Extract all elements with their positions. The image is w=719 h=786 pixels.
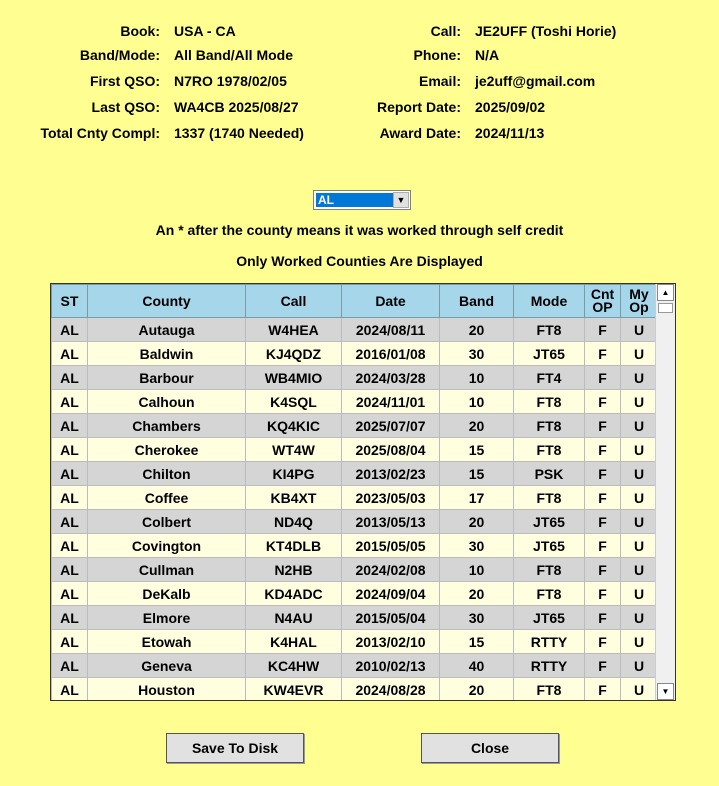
cell-my-op: U: [621, 534, 658, 558]
cell-my-op: U: [621, 390, 658, 414]
cell-call: K4SQL: [246, 390, 342, 414]
counties-grid: [51, 284, 658, 701]
table-row[interactable]: [52, 582, 658, 606]
cell-mode: JT65: [514, 606, 585, 630]
self-credit-note: An * after the county means it was worked through self credit: [155, 222, 564, 238]
col-header-county[interactable]: County: [88, 285, 246, 318]
report-info: [0, 20, 719, 150]
award-date-label: Award Date:: [379, 125, 461, 141]
cell-band: 30: [440, 534, 514, 558]
cell-date: 2024/03/28: [342, 366, 440, 390]
total-cnty-label: Total Cnty Compl:: [40, 125, 160, 141]
first-qso-label: First QSO:: [89, 73, 160, 89]
worked-only-note: Only Worked Counties Are Displayed: [236, 253, 483, 269]
cell-call: KD4ADC: [246, 582, 342, 606]
cell-st: AL: [52, 510, 88, 534]
cell-call: ND4Q: [246, 510, 342, 534]
cell-county: Calhoun: [88, 390, 246, 414]
cell-call: KQ4KIC: [246, 414, 342, 438]
cell-st: AL: [52, 654, 88, 678]
close-button[interactable]: Close: [421, 733, 559, 763]
cell-cnt-op: F: [585, 390, 621, 414]
cell-call: KJ4QDZ: [246, 342, 342, 366]
cell-date: 2024/11/01: [342, 390, 440, 414]
band-mode-label: Band/Mode:: [79, 47, 160, 63]
col-header-my-op[interactable]: My Op: [621, 285, 658, 318]
cell-mode: FT4: [514, 366, 585, 390]
cell-band: 15: [440, 438, 514, 462]
cell-mode: FT8: [514, 438, 585, 462]
cell-band: 20: [440, 582, 514, 606]
cell-call: WB4MIO: [246, 366, 342, 390]
cell-cnt-op: F: [585, 534, 621, 558]
report-date-label: Report Date:: [376, 99, 461, 115]
cell-band: 30: [440, 342, 514, 366]
cell-date: 2013/02/23: [342, 462, 440, 486]
cell-cnt-op: F: [585, 582, 621, 606]
cell-band: 40: [440, 654, 514, 678]
cell-cnt-op: F: [585, 606, 621, 630]
table-row[interactable]: [52, 534, 658, 558]
cell-county: Geneva: [88, 654, 246, 678]
scroll-down-icon[interactable]: ▼: [657, 683, 674, 700]
cell-band: 20: [440, 510, 514, 534]
scroll-thumb[interactable]: [658, 303, 673, 313]
cell-date: 2024/08/28: [342, 678, 440, 702]
cell-mode: JT65: [514, 510, 585, 534]
cell-call: KC4HW: [246, 654, 342, 678]
table-row[interactable]: [52, 462, 658, 486]
cell-mode: FT8: [514, 582, 585, 606]
col-header-call[interactable]: Call: [246, 285, 342, 318]
vertical-scrollbar[interactable]: [655, 284, 675, 700]
book-value: USA - CA: [174, 23, 236, 39]
table-row[interactable]: [52, 510, 658, 534]
cell-county: Cherokee: [88, 438, 246, 462]
cell-band: 30: [440, 606, 514, 630]
col-header-band[interactable]: Band: [440, 285, 514, 318]
cell-my-op: U: [621, 414, 658, 438]
cell-st: AL: [52, 366, 88, 390]
table-row[interactable]: [52, 390, 658, 414]
cell-mode: FT8: [514, 486, 585, 510]
cell-date: 2024/02/08: [342, 558, 440, 582]
cell-cnt-op: F: [585, 654, 621, 678]
cell-date: 2015/05/04: [342, 606, 440, 630]
state-dropdown[interactable]: [313, 190, 411, 210]
cell-st: AL: [52, 438, 88, 462]
counties-table[interactable]: [50, 283, 676, 701]
cell-county: Etowah: [88, 630, 246, 654]
cell-date: 2024/08/11: [342, 318, 440, 342]
cell-call: KB4XT: [246, 486, 342, 510]
cell-my-op: U: [621, 630, 658, 654]
cell-date: 2025/08/04: [342, 438, 440, 462]
cell-my-op: U: [621, 606, 658, 630]
award-date-value: 2024/11/13: [475, 125, 545, 141]
email-value: je2uff@gmail.com: [475, 73, 596, 89]
cell-mode: JT65: [514, 342, 585, 366]
phone-label: Phone:: [413, 47, 461, 63]
cell-mode: PSK: [514, 462, 585, 486]
scroll-up-icon[interactable]: ▲: [657, 284, 674, 301]
cell-county: Covington: [88, 534, 246, 558]
cell-st: AL: [52, 606, 88, 630]
cell-my-op: U: [621, 582, 658, 606]
cell-band: 10: [440, 366, 514, 390]
table-row[interactable]: [52, 486, 658, 510]
cell-county: Barbour: [88, 366, 246, 390]
cell-mode: RTTY: [514, 630, 585, 654]
cell-mode: FT8: [514, 414, 585, 438]
last-qso-label: Last QSO:: [91, 99, 160, 115]
cell-date: 2024/09/04: [342, 582, 440, 606]
cell-mode: RTTY: [514, 654, 585, 678]
cell-st: AL: [52, 390, 88, 414]
cell-band: 17: [440, 486, 514, 510]
col-header-date[interactable]: Date: [342, 285, 440, 318]
cell-my-op: U: [621, 318, 658, 342]
cell-call: KT4DLB: [246, 534, 342, 558]
cell-call: KW4EVR: [246, 678, 342, 702]
cell-cnt-op: F: [585, 414, 621, 438]
cell-my-op: U: [621, 366, 658, 390]
cell-cnt-op: F: [585, 486, 621, 510]
cell-mode: FT8: [514, 318, 585, 342]
email-label: Email:: [418, 73, 461, 89]
cell-st: AL: [52, 558, 88, 582]
cell-st: AL: [52, 318, 88, 342]
cell-county: Cullman: [88, 558, 246, 582]
col-header-cnt-op[interactable]: Cnt OP: [585, 285, 621, 318]
book-label: Book:: [120, 23, 160, 39]
cell-cnt-op: F: [585, 630, 621, 654]
cell-call: KI4PG: [246, 462, 342, 486]
cell-date: 2015/05/05: [342, 534, 440, 558]
state-selected-value: AL: [316, 193, 393, 207]
cell-cnt-op: F: [585, 678, 621, 702]
col-header-st[interactable]: ST: [52, 285, 88, 318]
cell-st: AL: [52, 678, 88, 702]
cell-my-op: U: [621, 342, 658, 366]
cell-cnt-op: F: [585, 366, 621, 390]
cell-call: K4HAL: [246, 630, 342, 654]
cell-st: AL: [52, 582, 88, 606]
cell-cnt-op: F: [585, 318, 621, 342]
cell-st: AL: [52, 414, 88, 438]
cell-call: W4HEA: [246, 318, 342, 342]
cell-my-op: U: [621, 510, 658, 534]
cell-cnt-op: F: [585, 342, 621, 366]
cell-mode: JT65: [514, 534, 585, 558]
table-row[interactable]: [52, 366, 658, 390]
band-mode-value: All Band/All Mode: [174, 47, 293, 63]
table-row[interactable]: [52, 654, 658, 678]
col-header-mode[interactable]: Mode: [514, 285, 585, 318]
cell-st: AL: [52, 486, 88, 510]
cell-cnt-op: F: [585, 558, 621, 582]
cell-st: AL: [52, 534, 88, 558]
cell-date: 2013/05/13: [342, 510, 440, 534]
cell-my-op: U: [621, 486, 658, 510]
table-row[interactable]: [52, 342, 658, 366]
table-row[interactable]: [52, 438, 658, 462]
cell-cnt-op: F: [585, 462, 621, 486]
table-row[interactable]: [52, 318, 658, 342]
cell-mode: FT8: [514, 558, 585, 582]
cell-date: 2010/02/13: [342, 654, 440, 678]
cell-band: 20: [440, 678, 514, 702]
cell-band: 20: [440, 318, 514, 342]
cell-county: Chilton: [88, 462, 246, 486]
cell-county: Baldwin: [88, 342, 246, 366]
cell-date: 2013/02/10: [342, 630, 440, 654]
table-row[interactable]: [52, 630, 658, 654]
report-date-value: 2025/09/02: [475, 99, 546, 115]
cell-my-op: U: [621, 558, 658, 582]
cell-my-op: U: [621, 654, 658, 678]
total-cnty-value: 1337 (1740 Needed): [174, 125, 304, 141]
cell-county: Colbert: [88, 510, 246, 534]
table-row[interactable]: [52, 678, 658, 702]
cell-county: Chambers: [88, 414, 246, 438]
call-value: JE2UFF (Toshi Horie): [475, 23, 617, 39]
cell-mode: FT8: [514, 678, 585, 702]
cell-band: 10: [440, 390, 514, 414]
cell-county: Coffee: [88, 486, 246, 510]
cell-cnt-op: F: [585, 510, 621, 534]
cell-call: N4AU: [246, 606, 342, 630]
cell-county: Elmore: [88, 606, 246, 630]
cell-st: AL: [52, 462, 88, 486]
table-row[interactable]: [52, 558, 658, 582]
cell-my-op: U: [621, 462, 658, 486]
cell-cnt-op: F: [585, 438, 621, 462]
chevron-down-icon[interactable]: ▼: [393, 192, 409, 208]
call-label: Call:: [430, 23, 461, 39]
cell-date: 2016/01/08: [342, 342, 440, 366]
cell-date: 2023/05/03: [342, 486, 440, 510]
cell-band: 20: [440, 414, 514, 438]
cell-st: AL: [52, 342, 88, 366]
cell-county: Houston: [88, 678, 246, 702]
cell-band: 10: [440, 558, 514, 582]
cell-band: 15: [440, 630, 514, 654]
table-row[interactable]: [52, 606, 658, 630]
cell-band: 15: [440, 462, 514, 486]
cell-st: AL: [52, 630, 88, 654]
table-header-row: [52, 285, 658, 318]
cell-mode: FT8: [514, 390, 585, 414]
phone-value: N/A: [475, 47, 500, 63]
cell-county: DeKalb: [88, 582, 246, 606]
cell-county: Autauga: [88, 318, 246, 342]
cell-date: 2025/07/07: [342, 414, 440, 438]
last-qso-value: WA4CB 2025/08/27: [174, 99, 299, 115]
cell-call: WT4W: [246, 438, 342, 462]
cell-my-op: U: [621, 678, 658, 702]
table-row[interactable]: [52, 414, 658, 438]
cell-my-op: U: [621, 438, 658, 462]
first-qso-value: N7RO 1978/02/05: [174, 73, 287, 89]
save-to-disk-button[interactable]: Save To Disk: [166, 733, 304, 763]
cell-call: N2HB: [246, 558, 342, 582]
